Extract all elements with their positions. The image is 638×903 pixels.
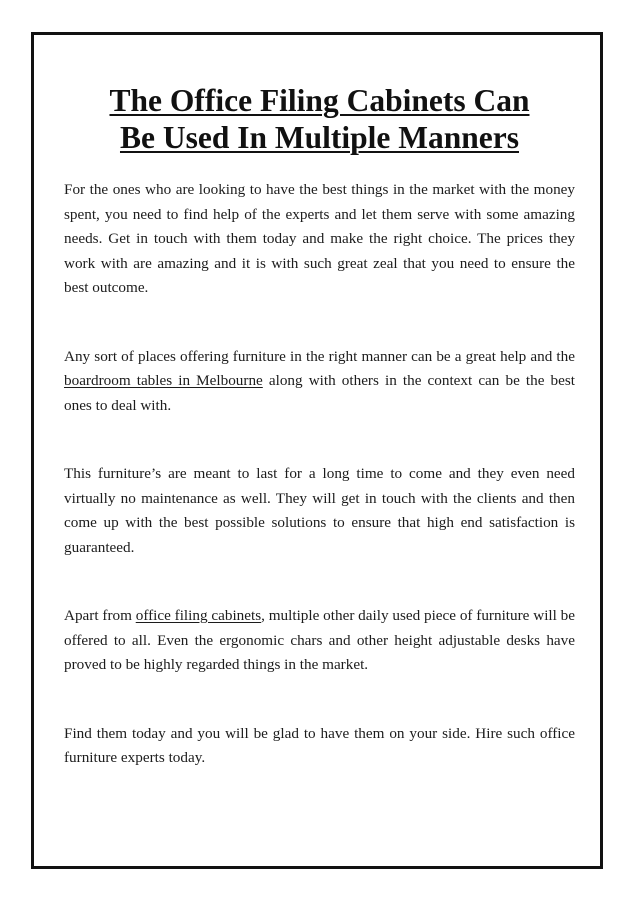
paragraph-1: For the ones who are looking to have the best things in the market with the money spent, you need to find help of the experts and let them serve with some amazing needs. Get in touch with them today and make the right choice. The prices they work with are amazing and it is with such great zeal that you need to ensure the best outcome. — [64, 181, 575, 296]
boardroom-tables-link[interactable]: boardroom tables in Melbourne — [64, 372, 263, 389]
paragraph-2-text-after: along with others in the context can be the best ones to deal with. — [64, 372, 576, 414]
document-title — [64, 82, 575, 156]
paragraph-4 — [64, 604, 575, 678]
paragraph-5: Find them today and you will be glad to have them on your side. Hire such office furniture experts today. — [64, 724, 575, 766]
title-line-2: Be Used In Multiple Manners — [119, 120, 519, 155]
office-filing-cabinets-link[interactable]: office filing cabinets — [135, 607, 262, 624]
paragraph-2-text-before: Any sort of places offering furniture in the right manner can be a great help and the — [64, 347, 575, 365]
document-body — [64, 82, 575, 771]
paragraph-4-text-before: Apart from — [64, 607, 136, 624]
title-line-1: The Office Filing Cabinets Can — [109, 83, 530, 118]
paragraph-2 — [64, 345, 575, 419]
paragraph-3: This furniture’s are meant to last for a long time to come and they even need virtually no maintenance as well. They will get in touch with the clients and then come up with the best possible solutions to ensure that high end satisfaction is guaranteed. — [64, 465, 575, 556]
paragraph-4-text-after: , multiple other daily used piece of furniture will be offered to all. Even the ergonomic chars and other height adjustable desks have proved to be highly regarded things in the market. — [64, 607, 575, 673]
